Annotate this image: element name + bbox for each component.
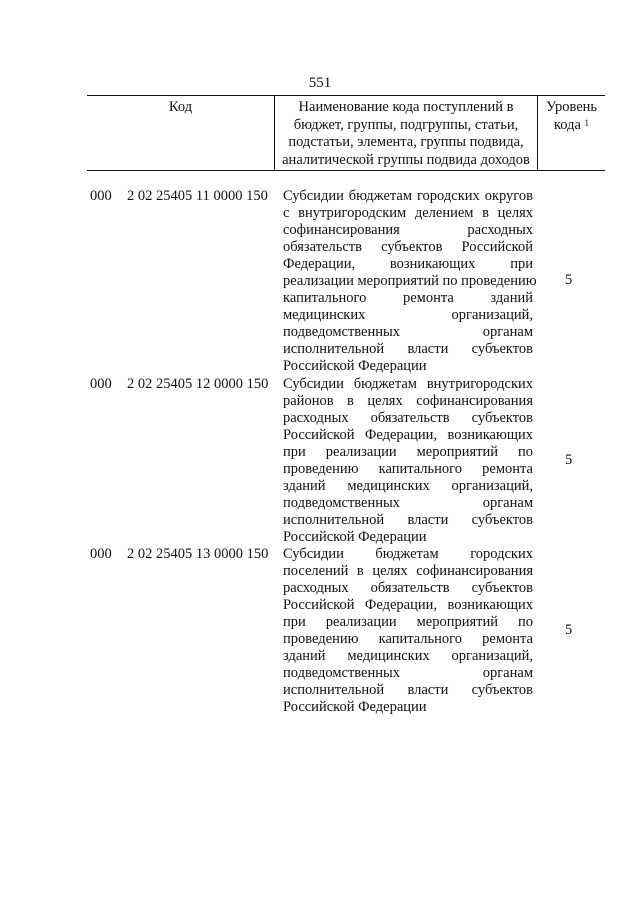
row-name-line: Федерации, возникающих при [283,256,533,272]
row-name-line: исполнительной власти субъектов [283,682,533,698]
row-level: 5 [565,622,573,638]
row-name [283,376,533,546]
row-name-line: подведомственных органам [283,665,533,681]
row-code: 2 02 25405 11 0000 150 [127,188,268,204]
footnote-marker: 1 [584,117,590,128]
row-name-line: с внутригородским делением в целях [283,205,533,221]
page-number: 551 [308,75,332,91]
row-name-line: районов в целях софинансирования [283,393,533,409]
row-name-line: при реализации мероприятий по [283,614,533,630]
row-name-line: поселений в целях софинансирования [283,563,533,579]
row-level: 5 [565,272,573,288]
row-name-line: реализации мероприятий по проведению [283,273,537,289]
row-name-line: капитального ремонта зданий [283,290,533,306]
row-name-line: Российской Федерации [283,699,427,715]
header-name-line: подстатьи, элемента, группы подвида, [288,134,524,150]
row-name-line: исполнительной власти субъектов [283,512,533,528]
row-name-line: проведению капитального ремонта [283,461,533,477]
header-level-text: кода [553,116,581,133]
row-prefix: 000 [90,376,112,392]
header-level [538,96,605,170]
row-prefix: 000 [90,188,112,204]
row-name-line: медицинских организаций, [283,307,533,323]
row-name [283,188,537,375]
header-name-line: аналитической группы подвида доходов [282,151,530,168]
row-level: 5 [565,452,573,468]
header-name-line: Наименование кода поступлений в [298,99,514,115]
row-name-line: проведению капитального ремонта [283,631,533,647]
row-name-line: зданий медицинских организаций, [283,478,533,494]
row-name-line: при реализации мероприятий по [283,444,533,460]
row-name-line: Субсидии бюджетам внутригородских [283,376,533,392]
row-name-line: расходных обязательств субъектов [283,410,533,426]
row-name-line: подведомственных органам [283,324,533,340]
row-name-line: зданий медицинских организаций, [283,648,533,664]
row-name-line: Российской Федерации, возникающих [283,427,533,443]
row-name-line: софинансирования расходных [283,222,533,238]
row-name-line: расходных обязательств субъектов [283,580,533,596]
header-level-line1: Уровень [545,99,598,115]
row-prefix: 000 [90,546,112,562]
row-code: 2 02 25405 12 0000 150 [127,376,269,392]
header-name [275,96,538,170]
row-name-line: исполнительной власти субъектов [283,341,533,357]
row-name-line: Российской Федерации [283,358,427,374]
header-code: Код [87,96,275,170]
row-code: 2 02 25405 13 0000 150 [127,546,269,562]
table-header [87,95,605,171]
row-name-line: Российской Федерации, возникающих [283,597,533,613]
row-name-line: Российской Федерации [283,529,427,545]
row-name-line: подведомственных органам [283,495,533,511]
header-name-line: бюджет, группы, подгруппы, статьи, [293,116,519,133]
row-name-line: Субсидии бюджетам городских [283,546,533,562]
row-name-line: обязательств субъектов Российской [283,239,533,255]
row-name-line: Субсидии бюджетам городских округов [283,188,533,204]
header-level-line2 [538,117,605,135]
row-name [283,546,533,716]
